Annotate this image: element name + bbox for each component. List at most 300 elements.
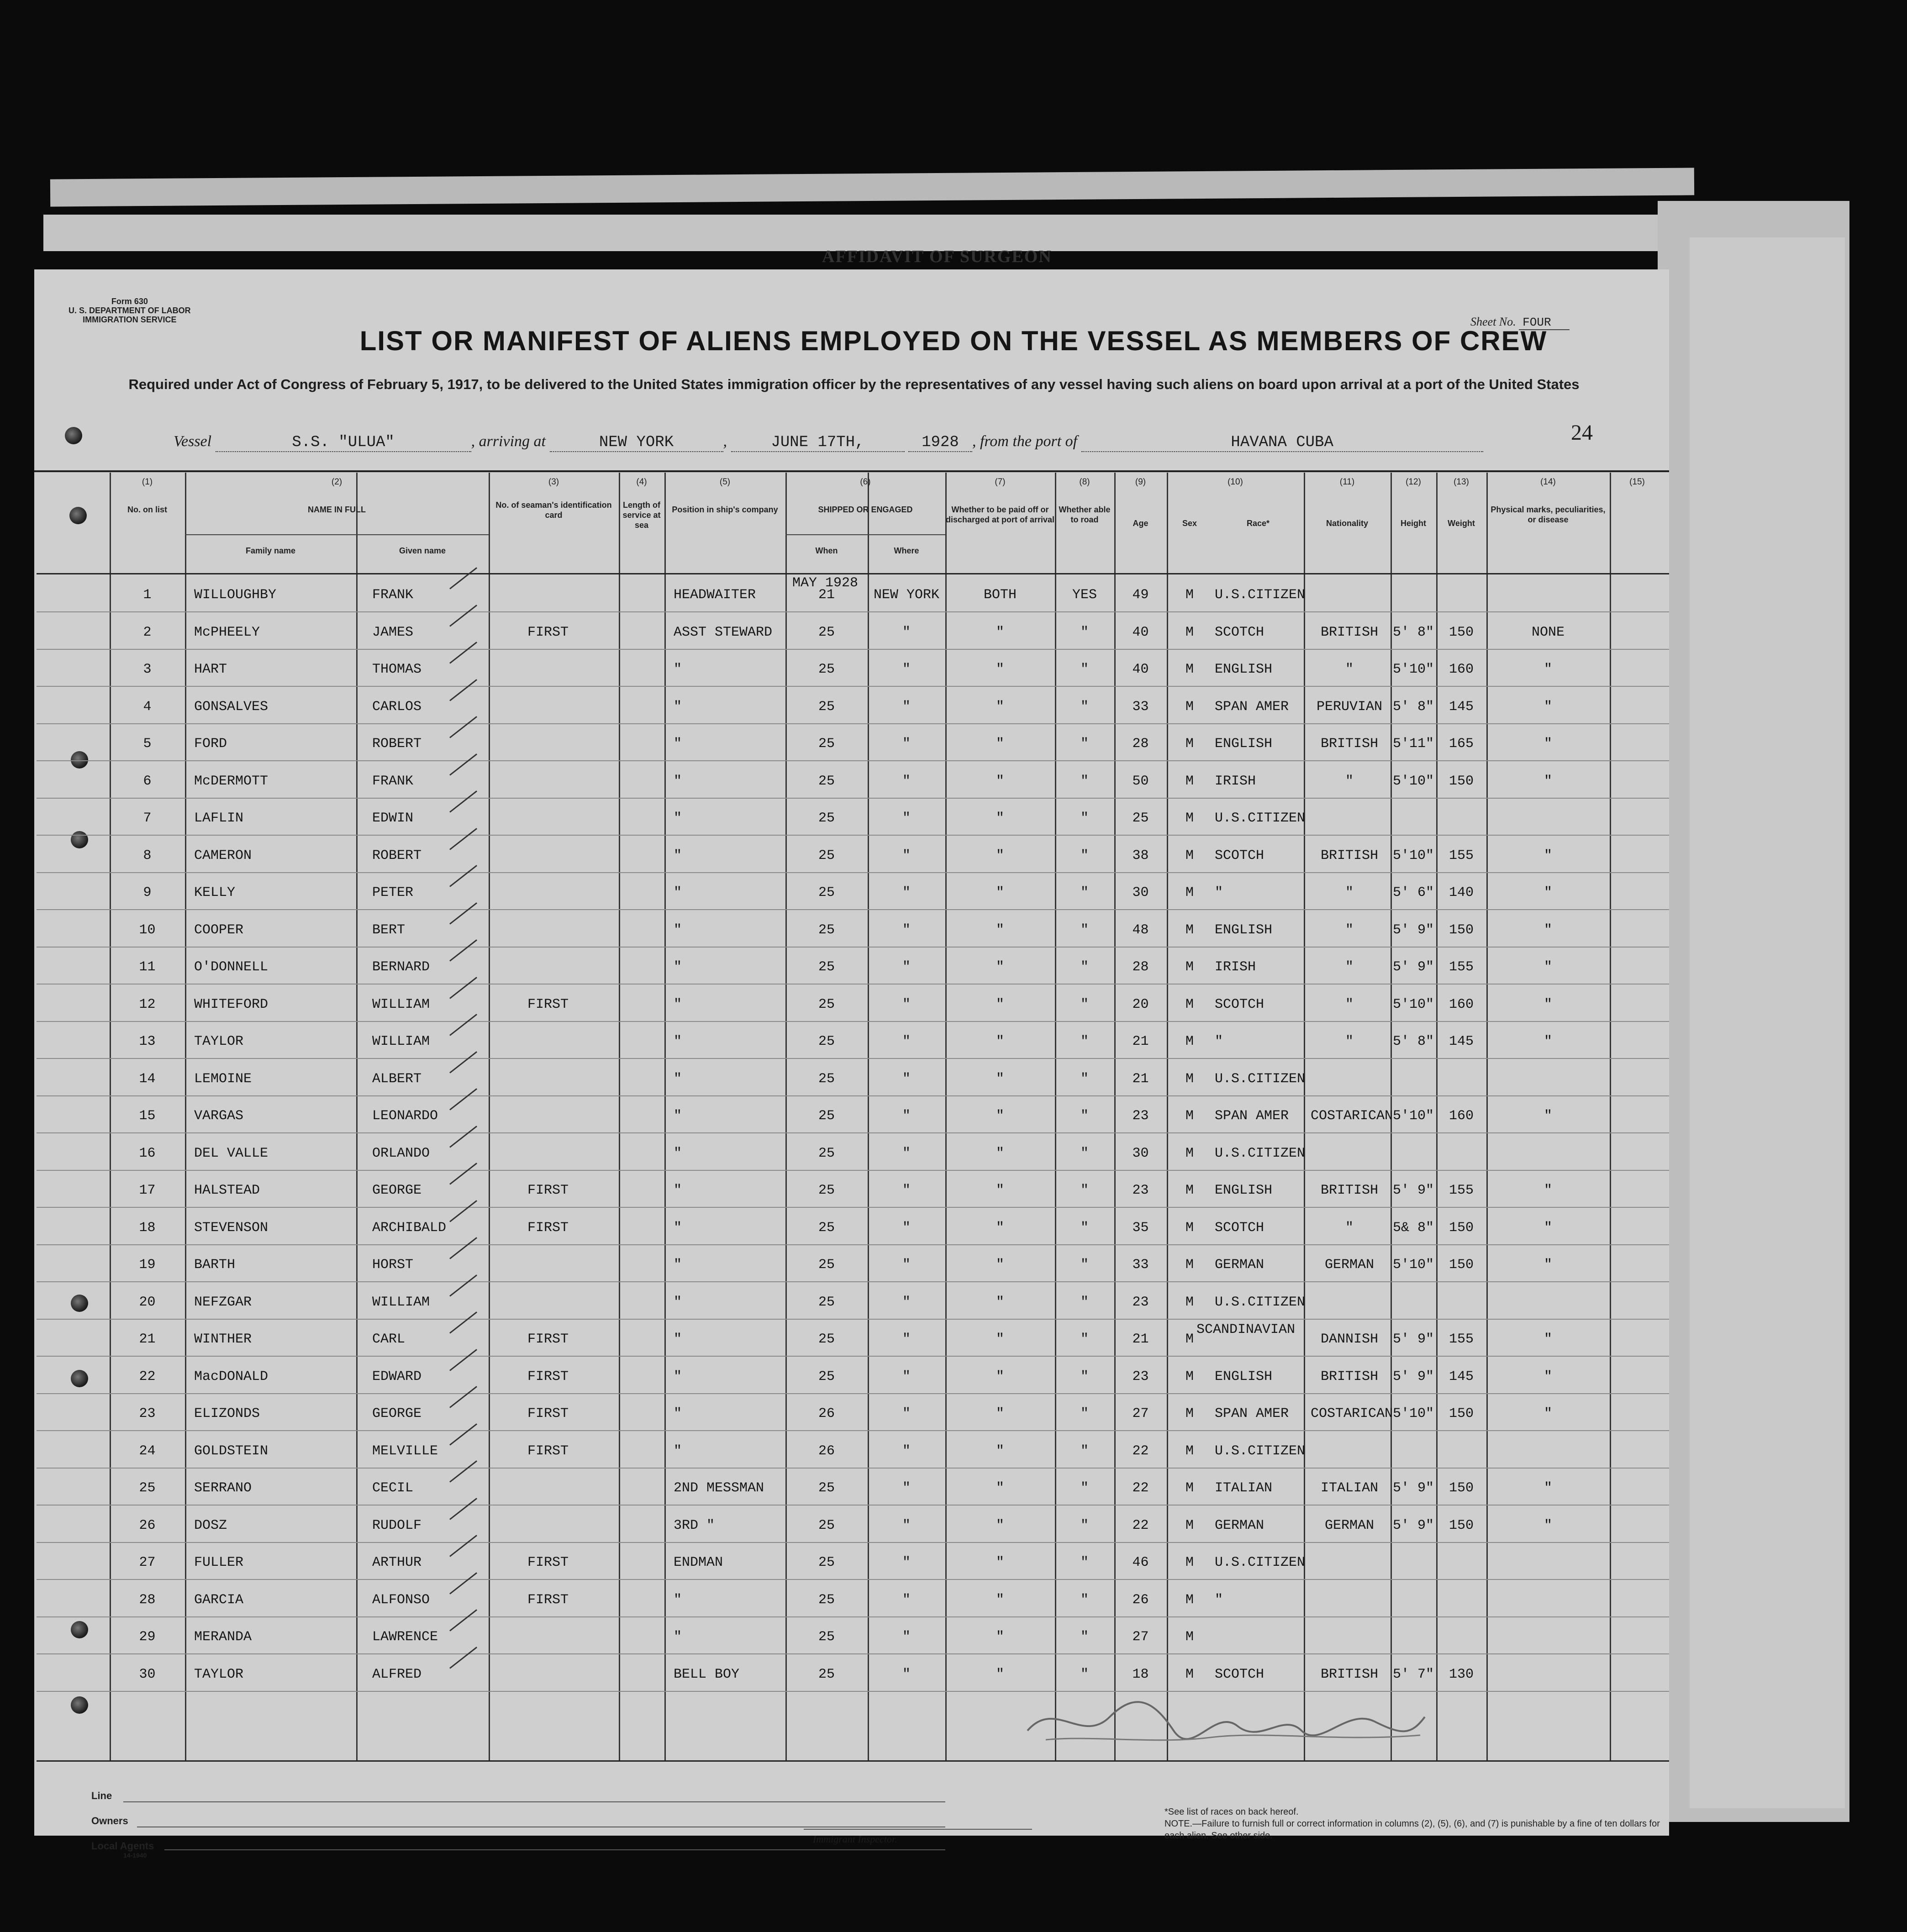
paid-off-cell: "	[996, 1480, 1004, 1496]
inspector-label: Immigrant Inspector.	[813, 1833, 897, 1845]
physical-marks-cell: "	[1544, 1034, 1552, 1049]
nationality-cell: "	[1345, 996, 1354, 1012]
footnote	[1164, 1806, 1667, 1842]
physical-marks-cell: "	[1544, 1332, 1552, 1347]
given-name-cell: WILLIAM	[372, 996, 430, 1012]
table-row	[37, 910, 1669, 948]
col-family-name-header: Family name	[245, 546, 296, 555]
given-name-cell: FRANK	[372, 773, 414, 789]
inspector-blank	[804, 1829, 1032, 1830]
height-cell: 5'10"	[1392, 662, 1434, 677]
arrival-year: 1928	[908, 434, 972, 452]
nationality-cell: "	[1345, 959, 1354, 975]
paid-off-cell: "	[996, 959, 1004, 975]
age-cell: 38	[1132, 848, 1149, 863]
nationality-cell: GERMAN	[1324, 1517, 1375, 1533]
row-number-cell: 22	[139, 1369, 156, 1385]
check-mark-icon	[449, 567, 477, 590]
able-to-read-cell: "	[1080, 1145, 1089, 1161]
col-11-number: (11)	[1339, 477, 1355, 487]
id-card-cell: FIRST	[527, 1332, 569, 1347]
given-name-cell: HORST	[372, 1257, 414, 1273]
row-number-cell: 29	[139, 1629, 156, 1645]
height-cell: 5'10"	[1392, 773, 1434, 789]
able-to-read-cell: "	[1080, 699, 1089, 715]
weight-cell: 155	[1449, 848, 1474, 863]
age-cell: 23	[1132, 1294, 1149, 1310]
sex-cell: M	[1185, 699, 1194, 715]
position-cell: "	[674, 1294, 682, 1310]
given-name-cell: JAMES	[372, 624, 414, 640]
sex-cell: M	[1185, 1145, 1194, 1161]
given-name-cell: GEORGE	[372, 1406, 422, 1421]
position-cell: HEADWAITER	[674, 587, 756, 603]
race-cell: SCOTCH	[1215, 996, 1264, 1012]
physical-marks-cell: "	[1544, 959, 1552, 975]
position-cell: BELL BOY	[674, 1666, 740, 1682]
service: IMMIGRATION SERVICE	[83, 315, 177, 324]
nationality-cell: BRITISH	[1320, 1666, 1379, 1682]
weight-cell: 150	[1449, 1406, 1474, 1421]
row-number-cell: 12	[139, 996, 156, 1012]
id-card-cell: FIRST	[527, 1183, 569, 1198]
table-row	[37, 1468, 1669, 1506]
position-cell: "	[674, 1443, 682, 1459]
sex-cell: M	[1185, 1257, 1194, 1273]
row-number-cell: 28	[139, 1592, 156, 1608]
weight-cell: 165	[1449, 736, 1474, 752]
weight-cell: 150	[1449, 1257, 1474, 1273]
physical-marks-cell: "	[1544, 848, 1552, 863]
nationality-cell: GERMAN	[1324, 1257, 1375, 1273]
position-cell: "	[674, 1592, 682, 1608]
table-row	[37, 761, 1669, 799]
able-to-read-cell: "	[1080, 1666, 1089, 1682]
nationality-cell: "	[1345, 773, 1354, 789]
shipped-where-cell: "	[902, 1666, 911, 1682]
able-to-read-cell: "	[1080, 1555, 1089, 1570]
sex-cell: M	[1185, 1034, 1194, 1049]
col-3-number: (3)	[548, 477, 559, 487]
shipped-when-cell: 26	[818, 1443, 835, 1459]
table-row	[37, 1616, 1669, 1654]
sex-cell: M	[1185, 624, 1194, 640]
id-card-cell: FIRST	[527, 1555, 569, 1570]
row-number-cell: 11	[139, 959, 156, 975]
family-name-cell: CAMERON	[194, 848, 252, 863]
col-shipped-header: SHIPPED OR ENGAGED	[818, 505, 913, 514]
form-identifier	[68, 297, 191, 324]
weight-cell: 160	[1449, 1108, 1474, 1124]
age-cell: 30	[1132, 885, 1149, 900]
age-cell: 33	[1132, 1257, 1149, 1273]
row-number-cell: 1	[143, 587, 152, 603]
col-paid-off-header: Whether to be paid off or discharged at port of arrival	[945, 505, 1055, 524]
sex-cell: M	[1185, 1517, 1194, 1533]
physical-marks-cell: "	[1544, 922, 1552, 938]
able-to-read-cell: "	[1080, 996, 1089, 1012]
race-cell: SPAN AMER	[1215, 1406, 1289, 1421]
able-to-read-cell: YES	[1072, 587, 1097, 603]
age-cell: 20	[1132, 996, 1149, 1012]
shipped-where-cell: "	[902, 811, 911, 826]
shipped-where-cell: "	[902, 1332, 911, 1347]
shipped-when-cell: 25	[818, 811, 835, 826]
vessel-name: S.S. "ULUA"	[216, 434, 471, 452]
position-cell: "	[674, 1071, 682, 1087]
shipped-where-cell: "	[902, 1034, 911, 1049]
physical-marks-cell: NONE	[1531, 624, 1565, 640]
page-stack-edge	[50, 168, 1694, 206]
agents-blank	[164, 1849, 945, 1850]
age-cell: 22	[1132, 1480, 1149, 1496]
age-cell: 40	[1132, 624, 1149, 640]
position-cell: "	[674, 848, 682, 863]
shipped-when-cell: 25	[818, 1220, 835, 1236]
shipped-where-cell: "	[902, 1480, 911, 1496]
paid-off-cell: "	[996, 662, 1004, 677]
form-number: Form 630	[111, 297, 148, 306]
sex-cell: M	[1185, 773, 1194, 789]
able-to-read-cell: "	[1080, 1629, 1089, 1645]
race-cell: "	[1215, 1592, 1223, 1608]
col-service-header: Length of service at sea	[622, 500, 661, 530]
given-name-cell: RUDOLF	[372, 1517, 422, 1533]
shipped-where-cell: "	[902, 736, 911, 752]
shipped-subheader-rule	[785, 534, 945, 535]
physical-marks-cell: "	[1544, 1369, 1552, 1385]
paid-off-cell: "	[996, 1443, 1004, 1459]
col-12-number: (12)	[1406, 477, 1421, 487]
age-cell: 49	[1132, 587, 1149, 603]
weight-cell: 145	[1449, 1034, 1474, 1049]
physical-marks-cell: "	[1544, 1406, 1552, 1421]
race-footnote: *See list of races on back hereof.	[1164, 1807, 1299, 1817]
table-row	[37, 1170, 1669, 1208]
paid-off-cell: BOTH	[983, 587, 1017, 603]
col-no-on-list-header: No. on list	[127, 505, 167, 514]
shipped-when-cell: 25	[818, 996, 835, 1012]
race-cell: SCOTCH	[1215, 848, 1264, 863]
paid-off-cell: "	[996, 1183, 1004, 1198]
shipped-where-cell: "	[902, 848, 911, 863]
nationality-cell: BRITISH	[1320, 848, 1379, 863]
age-cell: 48	[1132, 922, 1149, 938]
height-cell: 5' 9"	[1392, 1480, 1434, 1496]
given-name-cell: FRANK	[372, 587, 414, 603]
col-age-header: Age	[1133, 519, 1148, 528]
height-cell: 5' 8"	[1392, 699, 1434, 715]
nationality-cell: COSTARICAN	[1311, 1108, 1393, 1124]
table-row	[37, 1282, 1669, 1320]
given-name-cell: CARL	[372, 1332, 406, 1347]
shipped-where-cell: "	[902, 773, 911, 789]
shipped-when-cell: 25	[818, 1034, 835, 1049]
id-card-cell: FIRST	[527, 1220, 569, 1236]
nationality-cell: BRITISH	[1320, 1183, 1379, 1198]
race-cell: SPAN AMER	[1215, 699, 1289, 715]
col-weight-header: Weight	[1448, 519, 1475, 528]
sex-cell: M	[1185, 848, 1194, 863]
weight-cell: 155	[1449, 959, 1474, 975]
table-row	[37, 835, 1669, 873]
col-sex-header: Sex	[1182, 519, 1197, 528]
position-cell: "	[674, 1406, 682, 1421]
row-number-cell: 17	[139, 1183, 156, 1198]
sex-cell: M	[1185, 885, 1194, 900]
sex-cell: M	[1185, 1592, 1194, 1608]
position-cell: "	[674, 996, 682, 1012]
nationality-cell: BRITISH	[1320, 736, 1379, 752]
col-position-header: Position in ship's company	[672, 505, 778, 514]
given-name-cell: ALFONSO	[372, 1592, 430, 1608]
shipped-when-cell: 25	[818, 1071, 835, 1087]
shipped-where-cell: "	[902, 699, 911, 715]
paid-off-cell: "	[996, 811, 1004, 826]
shipped-where-cell: "	[902, 1294, 911, 1310]
given-name-cell: LEONARDO	[372, 1108, 438, 1124]
col-name-header: NAME IN FULL	[308, 505, 366, 514]
weight-cell: 155	[1449, 1332, 1474, 1347]
table-row	[37, 984, 1669, 1022]
height-cell: 5' 9"	[1392, 1332, 1434, 1347]
shipped-where-cell: "	[902, 1108, 911, 1124]
family-name-cell: COOPER	[194, 922, 244, 938]
height-cell: 5'10"	[1392, 848, 1434, 863]
paid-off-cell: "	[996, 1369, 1004, 1385]
row-number-cell: 5	[143, 736, 152, 752]
col-when-header: When	[815, 546, 838, 555]
shipped-where-cell: "	[902, 1592, 911, 1608]
given-name-cell: WILLIAM	[372, 1034, 430, 1049]
given-name-cell: BERT	[372, 922, 406, 938]
shipped-where-cell: "	[902, 1257, 911, 1273]
table-row	[37, 612, 1669, 650]
race-note-scandinavian: SCANDINAVIAN	[1196, 1322, 1296, 1337]
family-name-cell: WHITEFORD	[194, 996, 269, 1012]
nationality-cell: DANNISH	[1320, 1332, 1379, 1347]
paid-off-cell: "	[996, 1517, 1004, 1533]
race-cell: U.S.CITIZEN	[1215, 1145, 1306, 1161]
able-to-read-cell: "	[1080, 959, 1089, 975]
nationality-cell: BRITISH	[1320, 624, 1379, 640]
shipped-month-note: MAY 1928	[792, 575, 859, 591]
shipped-when-cell: 25	[818, 1108, 835, 1124]
height-cell: 5& 8"	[1392, 1220, 1434, 1236]
family-name-cell: FORD	[194, 736, 227, 752]
sex-cell: M	[1185, 1220, 1194, 1236]
col-nationality-header: Nationality	[1326, 519, 1368, 528]
family-name-cell: ELIZONDS	[194, 1406, 260, 1421]
shipped-when-cell: 25	[818, 773, 835, 789]
age-cell: 26	[1132, 1592, 1149, 1608]
age-cell: 30	[1132, 1145, 1149, 1161]
height-cell: 5' 7"	[1392, 1666, 1434, 1682]
race-cell: SPAN AMER	[1215, 1108, 1289, 1124]
weight-cell: 150	[1449, 773, 1474, 789]
table-row	[37, 798, 1669, 836]
page-subtitle: Required under Act of Congress of February 5, 1917, to be delivered to the United States immigration officer by the representatives of any vessel having such aliens on board upon arrival at a port of the United States	[128, 376, 1580, 392]
position-cell: "	[674, 922, 682, 938]
position-cell: "	[674, 959, 682, 975]
position-cell: ENDMAN	[674, 1555, 723, 1570]
able-to-read-cell: "	[1080, 1294, 1089, 1310]
underlying-sheet	[1690, 237, 1845, 1808]
paid-off-cell: "	[996, 922, 1004, 938]
col-15-number: (15)	[1629, 477, 1645, 487]
arriving-label: , arriving at	[471, 433, 546, 450]
age-cell: 46	[1132, 1555, 1149, 1570]
height-cell: 5' 8"	[1392, 1034, 1434, 1049]
position-cell: "	[674, 736, 682, 752]
family-name-cell: TAYLOR	[194, 1666, 244, 1682]
footer-rule	[37, 1760, 1669, 1762]
family-name-cell: O'DONNELL	[194, 959, 269, 975]
shipped-where-cell: "	[902, 1183, 911, 1198]
table-row	[37, 1133, 1669, 1171]
race-cell: SCOTCH	[1215, 1666, 1264, 1682]
weight-cell: 140	[1449, 885, 1474, 900]
shipped-where-cell: "	[902, 1220, 911, 1236]
id-card-cell: FIRST	[527, 624, 569, 640]
nationality-cell: PERUVIAN	[1316, 699, 1383, 715]
weight-cell: 150	[1449, 1220, 1474, 1236]
height-cell: 5'10"	[1392, 1257, 1434, 1273]
weight-cell: 155	[1449, 1183, 1474, 1198]
family-name-cell: KELLY	[194, 885, 236, 900]
physical-marks-cell: "	[1544, 1183, 1552, 1198]
given-name-cell: EDWIN	[372, 811, 414, 826]
position-cell: "	[674, 1034, 682, 1049]
paid-off-cell: "	[996, 1257, 1004, 1273]
table-row	[37, 1542, 1669, 1580]
shipped-when-cell: 25	[818, 1294, 835, 1310]
family-name-cell: WINTHER	[194, 1332, 252, 1347]
able-to-read-cell: "	[1080, 1369, 1089, 1385]
age-cell: 22	[1132, 1517, 1149, 1533]
sex-cell: M	[1185, 1443, 1194, 1459]
row-number-cell: 3	[143, 662, 152, 677]
col-given-name-header: Given name	[399, 546, 446, 555]
col-height-header: Height	[1401, 519, 1426, 528]
family-name-cell: FULLER	[194, 1555, 244, 1570]
able-to-read-cell: "	[1080, 1034, 1089, 1049]
sex-cell: M	[1185, 1369, 1194, 1385]
id-card-cell: FIRST	[527, 1592, 569, 1608]
paid-off-cell: "	[996, 1406, 1004, 1421]
shipped-when-cell: 25	[818, 848, 835, 863]
sex-cell: M	[1185, 811, 1194, 826]
age-cell: 22	[1132, 1443, 1149, 1459]
given-name-cell: ALBERT	[372, 1071, 422, 1087]
sex-cell: M	[1185, 1071, 1194, 1087]
weight-cell: 150	[1449, 1480, 1474, 1496]
given-name-cell: ARTHUR	[372, 1555, 422, 1570]
agents-code: 14-1940	[123, 1852, 147, 1859]
row-number-cell: 10	[139, 922, 156, 938]
shipped-where-cell: NEW YORK	[873, 587, 940, 603]
race-cell: "	[1215, 1034, 1223, 1049]
paid-off-cell: "	[996, 1629, 1004, 1645]
shipped-when-cell: 25	[818, 624, 835, 640]
shipped-where-cell: "	[902, 1369, 911, 1385]
family-name-cell: MERANDA	[194, 1629, 252, 1645]
shipped-when-cell: 25	[818, 1629, 835, 1645]
given-name-cell: BERNARD	[372, 959, 430, 975]
table-row	[37, 1021, 1669, 1059]
race-cell: GERMAN	[1215, 1257, 1264, 1273]
table-row	[37, 1654, 1669, 1692]
position-cell: "	[674, 1257, 682, 1273]
nationality-cell: COSTARICAN	[1311, 1406, 1393, 1421]
position-cell: "	[674, 885, 682, 900]
age-cell: 35	[1132, 1220, 1149, 1236]
family-name-cell: SERRANO	[194, 1480, 252, 1496]
row-number-cell: 4	[143, 699, 152, 715]
age-cell: 27	[1132, 1406, 1149, 1421]
sheet-label: Sheet No.	[1470, 315, 1516, 328]
able-to-read-cell: "	[1080, 773, 1089, 789]
position-cell: "	[674, 1369, 682, 1385]
physical-marks-cell: "	[1544, 996, 1552, 1012]
family-name-cell: HALSTEAD	[194, 1183, 260, 1198]
able-to-read-cell: "	[1080, 885, 1089, 900]
race-cell: ENGLISH	[1215, 1369, 1273, 1385]
sex-cell: M	[1185, 1406, 1194, 1421]
physical-marks-cell: "	[1544, 1257, 1552, 1273]
age-cell: 28	[1132, 736, 1149, 752]
sex-cell: M	[1185, 1108, 1194, 1124]
family-name-cell: DOSZ	[194, 1517, 227, 1533]
able-to-read-cell: "	[1080, 1108, 1089, 1124]
manifest-table	[37, 473, 1669, 1760]
col-13-number: (13)	[1454, 477, 1469, 487]
position-cell: "	[674, 662, 682, 677]
age-cell: 33	[1132, 699, 1149, 715]
age-cell: 23	[1132, 1108, 1149, 1124]
row-number-cell: 16	[139, 1145, 156, 1161]
row-number-cell: 19	[139, 1257, 156, 1273]
family-name-cell: TAYLOR	[194, 1034, 244, 1049]
race-cell: U.S.CITIZEN	[1215, 1443, 1306, 1459]
physical-marks-cell: "	[1544, 1220, 1552, 1236]
position-cell: "	[674, 1220, 682, 1236]
col-able-to-read-header: Whether able to road	[1059, 505, 1111, 524]
table-row	[37, 1579, 1669, 1617]
sheet-value: FOUR	[1519, 316, 1569, 330]
given-name-cell: THOMAS	[372, 662, 422, 677]
col-2-number: (2)	[331, 477, 342, 487]
sex-cell: M	[1185, 1480, 1194, 1496]
height-cell: 5'10"	[1392, 1108, 1434, 1124]
nationality-cell: "	[1345, 1220, 1354, 1236]
age-cell: 23	[1132, 1369, 1149, 1385]
able-to-read-cell: "	[1080, 1183, 1089, 1198]
shipped-when-cell: 25	[818, 1257, 835, 1273]
age-cell: 21	[1132, 1071, 1149, 1087]
sex-cell: M	[1185, 662, 1194, 677]
given-name-cell: ROBERT	[372, 736, 422, 752]
age-cell: 50	[1132, 773, 1149, 789]
family-name-cell: HART	[194, 662, 227, 677]
able-to-read-cell: "	[1080, 1406, 1089, 1421]
given-name-cell: EDWARD	[372, 1369, 422, 1385]
physical-marks-cell: "	[1544, 1517, 1552, 1533]
id-card-cell: FIRST	[527, 1369, 569, 1385]
family-name-cell: LAFLIN	[194, 811, 244, 826]
col-5-number: (5)	[719, 477, 731, 487]
height-cell: 5'10"	[1392, 1406, 1434, 1421]
